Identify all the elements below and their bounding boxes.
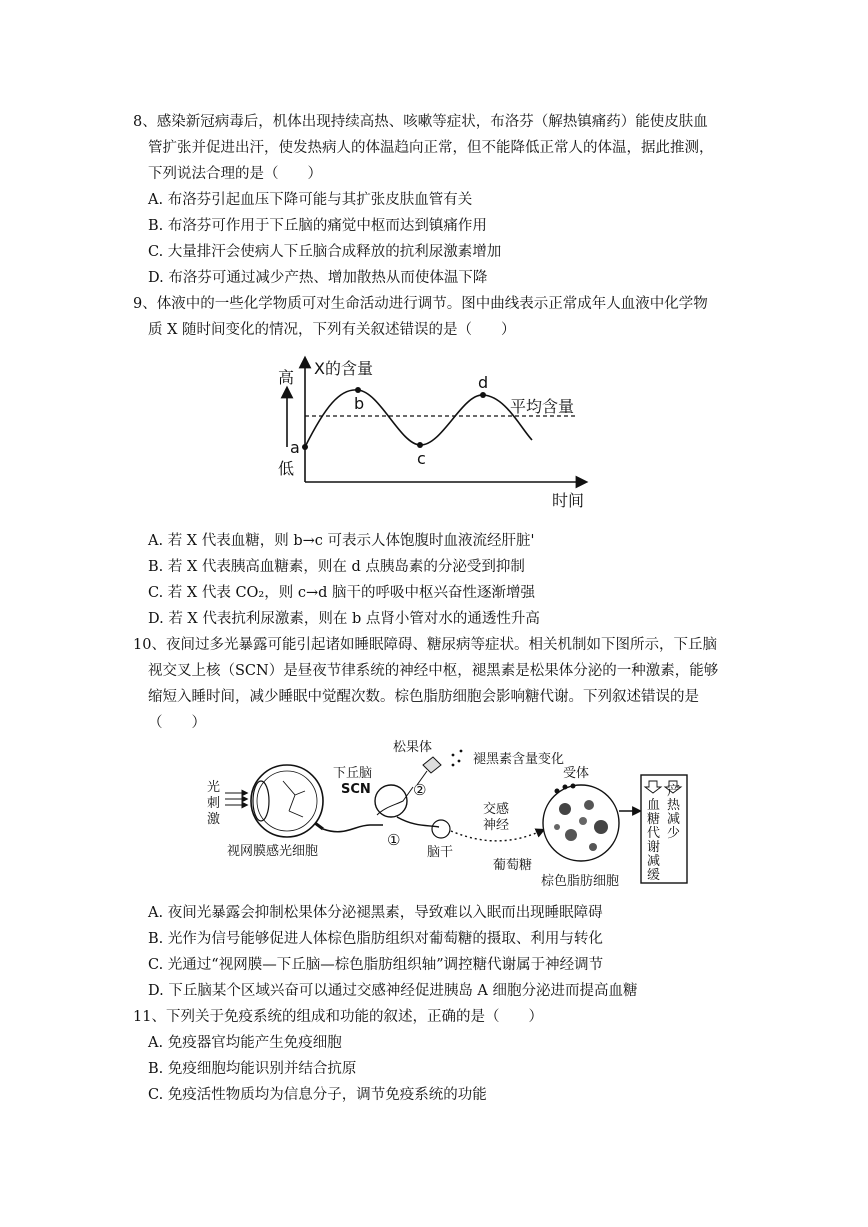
q10-brainstem-circle xyxy=(432,820,450,838)
q8-stem-line-1: 8、感染新冠病毒后，机体出现持续高热、咳嗽等症状，布洛芬（解热镇痛药）能使皮肤血 xyxy=(133,114,708,130)
q10-option-a: A. 夜间光暴露会抑制松果体分泌褪黑素，导致难以入眠而出现睡眠障碍 xyxy=(148,905,603,921)
q10-box2-0: 产 xyxy=(667,784,681,799)
q11-stem-line-1: 11、下列关于免疫系统的组成和功能的叙述，正确的是（ ） xyxy=(133,1009,543,1025)
q11-option-c: C. 免疫活性物质均为信息分子，调节免疫系统的功能 xyxy=(148,1087,487,1103)
q9-stem-line-1: 9、体液中的一些化学物质可对生命活动进行调节。图中曲线表示正常成年人血液中化学物 xyxy=(133,296,708,312)
q9-average-label: 平均含量 xyxy=(510,397,575,416)
q9-option-b: B. 若 X 代表胰高血糖素，则在 d 点胰岛素的分泌受到抑制 xyxy=(148,559,525,575)
q10-melatonin-label: 褪黑素含量变化 xyxy=(473,752,565,767)
q10-glucose-label: 葡萄糖 xyxy=(493,858,533,873)
q10-box1-4: 减 xyxy=(647,854,661,869)
q10-box2-3: 少 xyxy=(667,826,681,841)
q8-option-a: A. 布洛芬引起血压下降可能与其扩张皮肤血管有关 xyxy=(148,192,473,208)
q10-stem-line-2: 视交叉上核（SCN）是昼夜节律系统的神经中枢，褪黑素是松果体分泌的一种激素，能够 xyxy=(148,663,719,679)
q10-retina-label: 视网膜感光细胞 xyxy=(227,844,319,859)
q9-label-b: b xyxy=(354,394,365,413)
q10-brainstem-label: 脑干 xyxy=(427,845,454,860)
q10-eye-icon xyxy=(251,765,323,837)
q9-point-d xyxy=(480,392,486,398)
q10-option-c: C. 光通过“视网膜—下丘脑—棕色脂肪组织轴”调控糖代谢属于神经调节 xyxy=(148,957,604,973)
q10-box2-1: 热 xyxy=(667,798,681,813)
q10-pineal-label: 松果体 xyxy=(393,740,433,755)
q9-figure xyxy=(270,352,600,522)
q10-light-2: 刺 xyxy=(207,796,221,811)
q10-brown-fat-cell xyxy=(543,785,619,861)
q10-receptor-label: 受体 xyxy=(563,766,590,781)
q10-stem-line-4: （ ） xyxy=(148,715,206,731)
q9-stem-line-2: 质 X 随时间变化的情况，下列有关叙述错误的是（ ） xyxy=(148,322,516,338)
q10-light-3: 激 xyxy=(207,812,221,827)
q9-point-b xyxy=(355,387,361,393)
q10-brown-fat-label: 棕色脂肪细胞 xyxy=(541,874,620,889)
q9-x-axis-title: 时间 xyxy=(552,491,585,510)
q10-pineal-gland xyxy=(423,757,441,773)
q10-stem-line-1: 10、夜间过多光暴露可能引起诸如睡眠障碍、糖尿病等症状。相关机制如下图所示，下丘脑 xyxy=(133,637,717,653)
q9-y-low: 低 xyxy=(278,459,295,478)
q9-y-high: 高 xyxy=(278,368,295,387)
q9-point-a xyxy=(302,444,308,450)
q10-box1-5: 缓 xyxy=(647,868,661,883)
q9-y-axis-title: X的含量 xyxy=(314,359,373,378)
q10-option-b: B. 光作为信号能够促进人体棕色脂肪组织对葡萄糖的摄取、利用与转化 xyxy=(148,931,603,947)
q10-option-d: D. 下丘脑某个区域兴奋可以通过交感神经促进胰岛 A 细胞分泌进而提高血糖 xyxy=(148,983,638,999)
q10-scn-label: SCN xyxy=(341,782,371,797)
q10-sympathetic-1: 交感 xyxy=(483,802,510,817)
q10-box1-1: 糖 xyxy=(647,812,661,827)
q10-light-1: 光 xyxy=(207,780,221,795)
q9-option-a: A. 若 X 代表血糖，则 b→c 可表示人体饱腹时血液流经肝脏' xyxy=(148,533,535,549)
q8-stem-line-3: 下列说法合理的是（ ） xyxy=(148,166,322,182)
q10-stem-line-3: 缩短入睡时间，减少睡眠中觉醒次数。棕色脂肪细胞会影响糖代谢。下列叙述错误的是 xyxy=(148,689,699,705)
q9-label-d: d xyxy=(478,373,489,392)
q9-label-a: a xyxy=(290,438,300,457)
q10-melatonin-dots xyxy=(452,750,463,767)
q10-box1-3: 谢 xyxy=(647,840,661,855)
q9-point-c xyxy=(417,442,423,448)
q10-box2-2: 减 xyxy=(667,812,681,827)
q8-option-b: B. 布洛芬可作用于下丘脑的痛觉中枢而达到镇痛作用 xyxy=(148,218,487,234)
q9-label-c: c xyxy=(417,449,426,468)
q8-option-d: D. 布洛芬可通过减少产热、增加散热从而使体温下降 xyxy=(148,270,488,286)
q9-option-c: C. 若 X 代表 CO₂，则 c→d 脑干的呼吸中枢兴奋性逐渐增强 xyxy=(148,585,536,601)
q10-optic-nerve xyxy=(323,825,383,832)
q10-circle-1: ① xyxy=(387,831,401,849)
q10-figure xyxy=(205,735,695,895)
q9-option-d: D. 若 X 代表抗利尿激素，则在 b 点肾小管对水的通透性升高 xyxy=(148,611,540,627)
q8-option-c: C. 大量排汗会使病人下丘脑合成释放的抗利尿激素增加 xyxy=(148,244,502,260)
q9-curve xyxy=(305,390,532,447)
q11-option-b: B. 免疫细胞均能识别并结合抗原 xyxy=(148,1061,357,1077)
q10-hypothalamus-label: 下丘脑 xyxy=(333,766,373,781)
q10-circle-2: ② xyxy=(413,781,427,799)
q8-stem-line-2: 管扩张并促进出汗，使发热病人的体温趋向正常，但不能降低正常人的体温，据此推测， xyxy=(148,140,714,156)
q11-option-a: A. 免疫器官均能产生免疫细胞 xyxy=(148,1035,342,1051)
q10-box1-2: 代 xyxy=(647,826,661,841)
q10-box1-0: 血 xyxy=(647,798,661,813)
q10-sympathetic-2: 神经 xyxy=(483,818,510,833)
